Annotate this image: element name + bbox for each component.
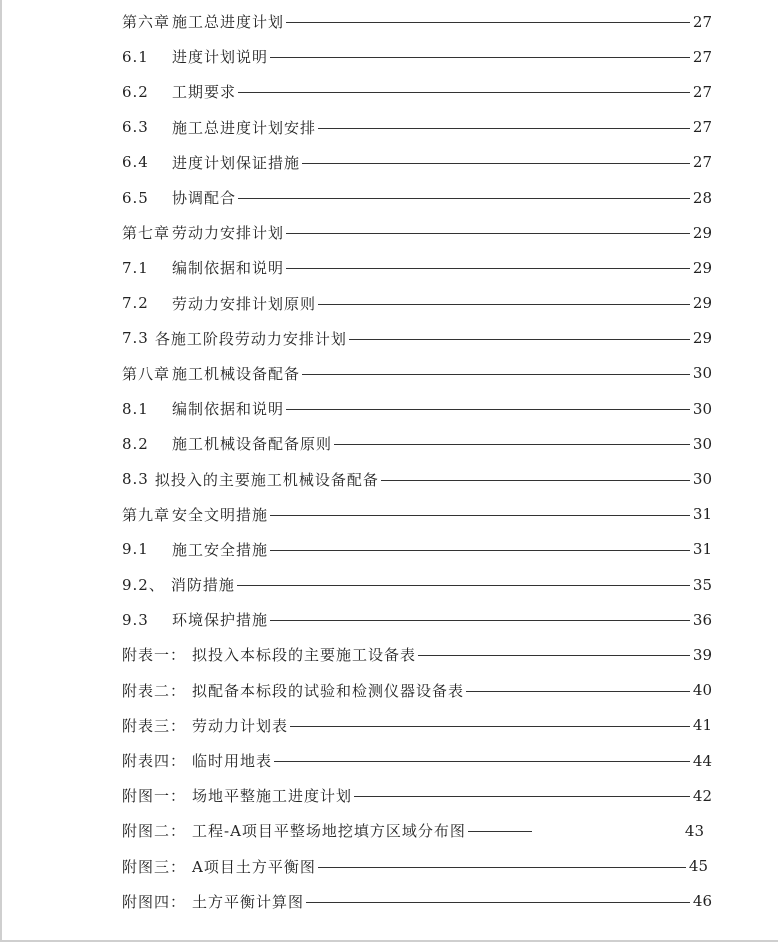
toc-entry-8-1	[122, 391, 712, 426]
toc-entry-number: 9.3	[122, 610, 149, 629]
toc-entry-page: 42	[692, 786, 712, 805]
dot-leader	[238, 92, 690, 93]
toc-entry-7-1	[122, 250, 712, 285]
toc-entry-number: 第八章	[122, 364, 171, 383]
toc-entry-page: 30	[692, 399, 712, 418]
toc-entry-appendix-table-3	[122, 708, 712, 743]
toc-entry-9-2	[122, 567, 712, 602]
toc-entry-number: 附表四：	[122, 752, 187, 771]
toc-entry-title: 施工机械设备配备原则	[172, 435, 333, 454]
toc-entry-page: 27	[692, 12, 712, 31]
toc-entry-9-1	[122, 532, 712, 567]
toc-entry-7-2	[122, 286, 712, 321]
dot-leader	[286, 409, 690, 410]
dot-leader	[286, 22, 690, 23]
toc-entry-page: 30	[692, 470, 712, 489]
toc-entry-number: 附表一：	[122, 646, 187, 665]
toc-entry-appendix-table-2	[122, 673, 712, 708]
toc-entry-7-3	[122, 321, 712, 356]
dot-leader	[286, 233, 690, 234]
dot-leader	[270, 57, 690, 58]
toc-entry-6-4	[122, 145, 712, 180]
dot-leader	[237, 585, 690, 586]
toc-entry-number: 6.2	[122, 82, 149, 101]
toc-entry-number: 7.1	[122, 258, 149, 277]
toc-entry-page: 31	[692, 505, 712, 524]
toc-entry-chapter-9	[122, 497, 712, 532]
toc-entry-title: 施工总进度计划安排	[172, 118, 317, 137]
toc-entry-title: 拟配备本标段的试验和检测仪器设备表	[192, 681, 465, 700]
toc-entry-number: 9.2、	[122, 576, 165, 595]
toc-entry-page: 46	[692, 892, 712, 911]
toc-entry-number: 6.4	[122, 153, 149, 172]
toc-entry-appendix-figure-2	[122, 813, 712, 848]
toc-entry-title: 进度计划说明	[172, 48, 269, 67]
toc-entry-number: 7.3	[122, 329, 149, 348]
toc-entry-title: 编制依据和说明	[172, 259, 285, 278]
toc-entry-title: 土方平衡计算图	[192, 892, 305, 911]
toc-entry-page: 27	[692, 47, 712, 66]
toc-entry-title: 工期要求	[172, 83, 237, 102]
toc-entry-title: 消防措施	[170, 576, 235, 595]
dot-leader	[418, 655, 690, 656]
dot-leader	[349, 339, 690, 340]
toc-entry-page: 27	[692, 82, 712, 101]
toc-entry-page: 44	[692, 751, 712, 770]
toc-entry-page: 39	[692, 645, 712, 664]
dot-leader	[270, 515, 690, 516]
toc-entry-chapter-6	[122, 4, 712, 39]
toc-entry-number: 8.2	[122, 434, 149, 453]
toc-entry-appendix-figure-4	[122, 884, 712, 919]
dot-leader	[302, 374, 690, 375]
dot-leader	[334, 444, 690, 445]
toc-entry-page: 30	[692, 434, 712, 453]
toc-entry-title: A项目土方平衡图	[192, 857, 316, 876]
toc-entry-title: 劳动力安排计划原则	[172, 294, 317, 313]
toc-entry-number: 附图一：	[122, 787, 187, 806]
dot-leader	[468, 831, 532, 832]
toc-entry-page: 45	[688, 857, 708, 876]
dot-leader	[270, 550, 690, 551]
toc-entry-title: 劳动力计划表	[192, 716, 289, 735]
toc-entry-number: 附表二：	[122, 681, 187, 700]
dot-leader	[290, 726, 690, 727]
toc-entry-appendix-table-4	[122, 743, 712, 778]
dot-leader	[381, 480, 690, 481]
dot-leader	[274, 761, 690, 762]
toc-entry-title: 安全文明措施	[172, 505, 269, 524]
dot-leader	[306, 902, 690, 903]
toc-entry-number: 6.3	[122, 118, 149, 137]
toc-entry-chapter-8	[122, 356, 712, 391]
toc-entry-page: 29	[692, 223, 712, 242]
toc-entry-title: 场地平整施工进度计划	[192, 787, 353, 806]
toc-entry-6-5	[122, 180, 712, 215]
toc-entry-page: 30	[692, 364, 712, 383]
toc-entry-number: 8.3	[122, 470, 149, 489]
toc-entry-8-3	[122, 461, 712, 496]
toc-entry-title: 工程-A项目平整场地挖填方区域分布图	[192, 822, 466, 841]
dot-leader	[466, 691, 690, 692]
toc-entry-page: 43	[684, 821, 704, 840]
dot-leader	[318, 128, 690, 129]
toc-entry-page: 41	[692, 716, 712, 735]
toc-entry-page: 36	[692, 610, 712, 629]
toc-entry-title: 协调配合	[172, 189, 237, 208]
toc-entry-number: 8.1	[122, 399, 149, 418]
toc-entry-8-2	[122, 426, 712, 461]
dot-leader	[270, 620, 690, 621]
toc-entry-title: 环境保护措施	[172, 611, 269, 630]
toc-entry-title: 临时用地表	[192, 752, 273, 771]
toc-entry-title: 施工安全措施	[172, 540, 269, 559]
toc-entry-title: 施工机械设备配备	[172, 364, 301, 383]
dot-leader	[286, 268, 690, 269]
toc-entry-number: 6.1	[122, 47, 149, 66]
page-left-border	[0, 0, 2, 942]
toc-entry-number: 6.5	[122, 188, 149, 207]
dot-leader	[318, 304, 690, 305]
dot-leader	[302, 163, 690, 164]
toc-entry-title: 进度计划保证措施	[172, 153, 301, 172]
toc-entry-6-2	[122, 74, 712, 109]
toc-entry-appendix-figure-1	[122, 778, 712, 813]
toc-entry-chapter-7	[122, 215, 712, 250]
toc-entry-page: 27	[692, 118, 712, 137]
toc-entry-page: 28	[692, 188, 712, 207]
toc-entry-title: 拟投入本标段的主要施工设备表	[192, 646, 417, 665]
toc-entry-title: 各施工阶段劳动力安排计划	[154, 329, 347, 348]
toc-entry-6-1	[122, 39, 712, 74]
toc-entry-appendix-figure-3	[122, 849, 712, 884]
toc-entry-number: 第七章	[122, 224, 171, 243]
table-of-contents	[122, 4, 712, 919]
toc-entry-9-3	[122, 602, 712, 637]
toc-entry-number: 附图二：	[122, 822, 187, 841]
toc-entry-page: 40	[692, 681, 712, 700]
toc-entry-title: 施工总进度计划	[172, 13, 285, 32]
dot-leader	[318, 867, 686, 868]
toc-entry-number: 附表三：	[122, 716, 187, 735]
dot-leader	[354, 796, 690, 797]
toc-entry-page: 29	[692, 294, 712, 313]
dot-leader	[238, 198, 690, 199]
toc-entry-title: 劳动力安排计划	[172, 224, 285, 243]
toc-entry-appendix-table-1	[122, 637, 712, 672]
toc-entry-page: 27	[692, 153, 712, 172]
toc-entry-number: 附图三：	[122, 857, 187, 876]
toc-entry-number: 第九章	[122, 505, 171, 524]
toc-entry-title: 编制依据和说明	[172, 400, 285, 419]
toc-entry-6-3	[122, 110, 712, 145]
toc-entry-number: 7.2	[122, 294, 149, 313]
toc-entry-number: 9.1	[122, 540, 149, 559]
toc-entry-number: 第六章	[122, 13, 171, 32]
toc-entry-title: 拟投入的主要施工机械设备配备	[154, 470, 379, 489]
toc-entry-page: 31	[692, 540, 712, 559]
toc-entry-number: 附图四：	[122, 892, 187, 911]
toc-entry-page: 35	[692, 575, 712, 594]
toc-entry-page: 29	[692, 329, 712, 348]
toc-entry-page: 29	[692, 258, 712, 277]
